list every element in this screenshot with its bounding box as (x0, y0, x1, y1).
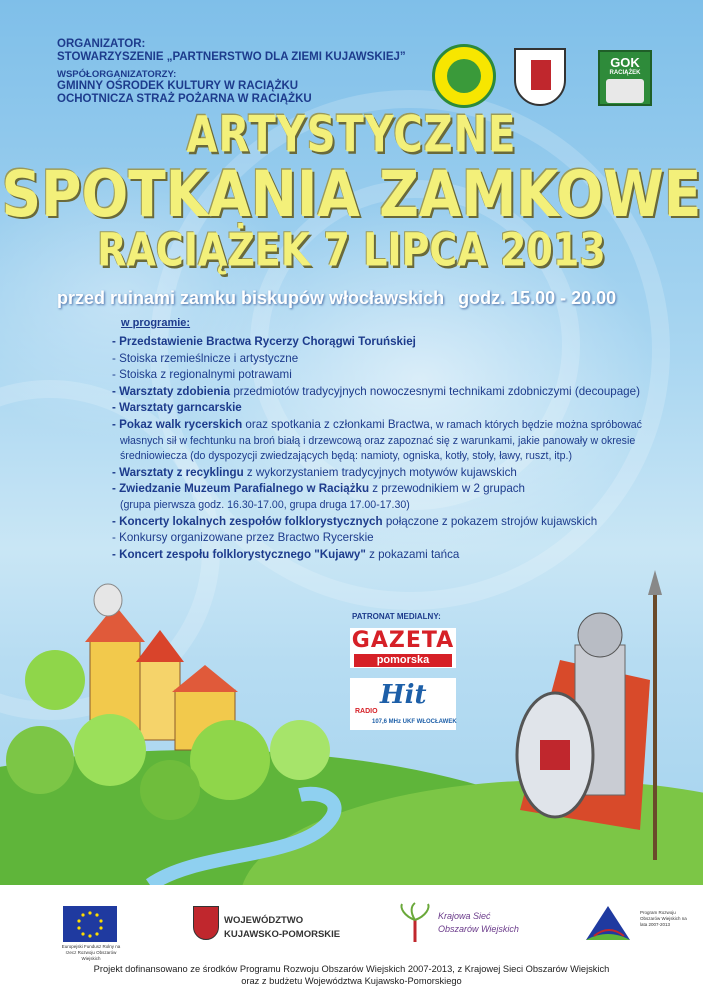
program-item-text: - Stoiska rzemieślnicze i artystyczne (112, 351, 299, 365)
program-item-text: - Konkursy organizowane przez Bractwo Rycerskie (112, 531, 374, 545)
program-item-bold: - Warsztaty zdobienia (112, 384, 231, 398)
tree (140, 760, 200, 820)
prow-text: Program Rozwoju Obszarów Wiejskich na lata 2007-2013 (640, 910, 687, 927)
castle-wall (140, 660, 180, 740)
eu-stars-icon (63, 906, 117, 942)
ksow-line-2: Obszarów Wiejskich (438, 924, 519, 934)
radio-hit-logo (350, 678, 456, 730)
ksow-logo (396, 902, 434, 944)
tree (190, 720, 270, 800)
tree (74, 714, 146, 786)
funding-line-2: oraz z budżetu Województwa Kujawsko-Pomorskiego (241, 976, 462, 986)
program-item (112, 351, 672, 368)
radio-name: Hit (380, 680, 427, 710)
castle-roof (172, 665, 238, 692)
funding-line-1: Projekt dofinansowano ze środków Programu Rozwoju Obszarów Wiejskich 2007-2013, z Krajowej Sieci Obszarów Wiejskich (93, 964, 610, 974)
title-line-3: RACIĄŻEK 7 LIPCA 2013 (97, 223, 606, 277)
program-item-text: z wykorzystaniem tradycyjnych motywów kujawskich (243, 465, 517, 479)
eu-flag-logo (63, 906, 117, 942)
co-organizer-1: GMINNY OŚRODEK KULTURY W RACIĄŻKU (57, 80, 299, 92)
program-item-continuation: własnych sił w fechtunku na broń białą i drzewcową oraz zapoznać się z warunkami, jakie panowały w okresie (120, 434, 636, 447)
castle-roof (136, 630, 184, 662)
knight-helmet (578, 613, 622, 657)
kujawsko-pomorskie-crest (193, 906, 219, 940)
tree (270, 720, 330, 780)
kp-line-1: WOJEWÓDZTWO (224, 915, 304, 926)
co-organizers-label: WSPÓŁORGANIZATORZY: (57, 69, 177, 80)
partnership-logo (432, 44, 496, 108)
gazeta-bottom: pomorska (354, 654, 452, 667)
ksow-line-1: Krajowa Sieć (438, 911, 491, 921)
program-item (112, 417, 672, 434)
program-item (112, 367, 672, 384)
castle-dome (94, 584, 122, 616)
program-item-bold: - Warsztaty garncarskie (112, 401, 242, 415)
program-item (112, 434, 672, 450)
gok-subtitle: RACIĄŻEK (609, 70, 641, 76)
organizer-label: ORGANIZATOR: (57, 38, 146, 50)
program-item-bold: - Warsztaty z recyklingu (112, 465, 244, 479)
tree (25, 650, 85, 710)
raciazek-crest-logo (514, 48, 566, 106)
program-item-continuation: średniowiecza (do dyspozycji zwiedzających będą: namioty, ogniska, kotły, stoły, ławy, ruszt, itp.) (120, 450, 572, 463)
radio-word: RADIO (355, 708, 378, 715)
program-item (112, 400, 672, 417)
gok-logo (598, 50, 652, 106)
program-item-bold: - Zwiedzanie Muzeum Parafialnego w Raciążku (112, 482, 370, 496)
program-item-text: połączone z pokazem strojów kujawskich (382, 514, 598, 528)
program-item-text: z przewodnikiem w 2 grupach (369, 482, 526, 496)
subtitle-hours: godz. 15.00 - 20.00 (458, 288, 617, 308)
radio-frequency: 107,6 MHz UKF WŁOCŁAWEK (372, 719, 457, 725)
media-patron-label: PATRONAT MEDIALNY: (352, 612, 441, 621)
program-item-text: przedmiotów tradycyjnych nowoczesnymi technikami zdobniczymi (decoupage) (230, 384, 640, 398)
program-item (112, 481, 672, 498)
program-heading: w programie: (121, 317, 191, 329)
title-line-1: ARTYSTYCZNE (186, 106, 517, 164)
spear-tip (648, 570, 662, 595)
organizer-name: STOWARZYSZENIE „PARTNERSTWO DLA ZIEMI KUJAWSKIEJ” (57, 51, 406, 63)
prow-logo (580, 902, 636, 944)
program-item-bold: - Przedstawienie Bractwa Rycerzy Chorągwi Toruńskiej (112, 335, 416, 348)
program-item-bold: - Koncerty lokalnych zespołów folklorystycznych (112, 514, 383, 528)
program-item (112, 384, 672, 401)
gok-title: GOK (610, 55, 640, 70)
ksow-text (438, 910, 519, 936)
program-item (112, 449, 672, 465)
shield-emblem (540, 740, 570, 770)
program-item (112, 514, 672, 531)
program-item-text: z pokazami tańca (365, 547, 460, 561)
program-item (112, 465, 672, 482)
gazeta-pomorska-logo (350, 628, 456, 668)
program-item-bold: - Koncert zespołu folklorystycznego "Kujawy" (112, 547, 366, 561)
title-line-2: SPOTKANIA ZAMKOWE (1, 157, 702, 231)
program-item-text: - Stoiska z regionalnymi potrawami (112, 368, 292, 382)
co-organizer-2: OCHOTNICZA STRAŻ POŻARNA W RACIĄŻKU (57, 93, 312, 105)
tree (6, 726, 74, 794)
program-list (112, 334, 672, 563)
kujawsko-pomorskie-text (224, 914, 340, 942)
subtitle (57, 288, 616, 309)
program-item (112, 530, 672, 547)
eu-caption: Europejski Fundusz Rolny na rzecz Rozwoju Obszarów Wiejskich (61, 944, 121, 961)
gazeta-top: GAZETA (351, 628, 455, 653)
kp-line-2: KUJAWSKO-POMORSKIE (224, 929, 341, 940)
program-item-text: oraz spotkania z członkami Bractwa, (242, 417, 433, 431)
funding-note (0, 963, 703, 987)
program-item (112, 498, 672, 514)
program-item (112, 334, 672, 351)
program-item-bold: - Pokaz walk rycerskich (112, 417, 243, 431)
program-item-continuation: (grupa pierwsza godz. 16.30-17.00, grupa druga 17.00-17.30) (120, 498, 410, 511)
subtitle-place: przed ruinami zamku biskupów włocławskich (57, 288, 445, 308)
program-item-small: w ramach których będzie można spróbować (432, 418, 642, 431)
